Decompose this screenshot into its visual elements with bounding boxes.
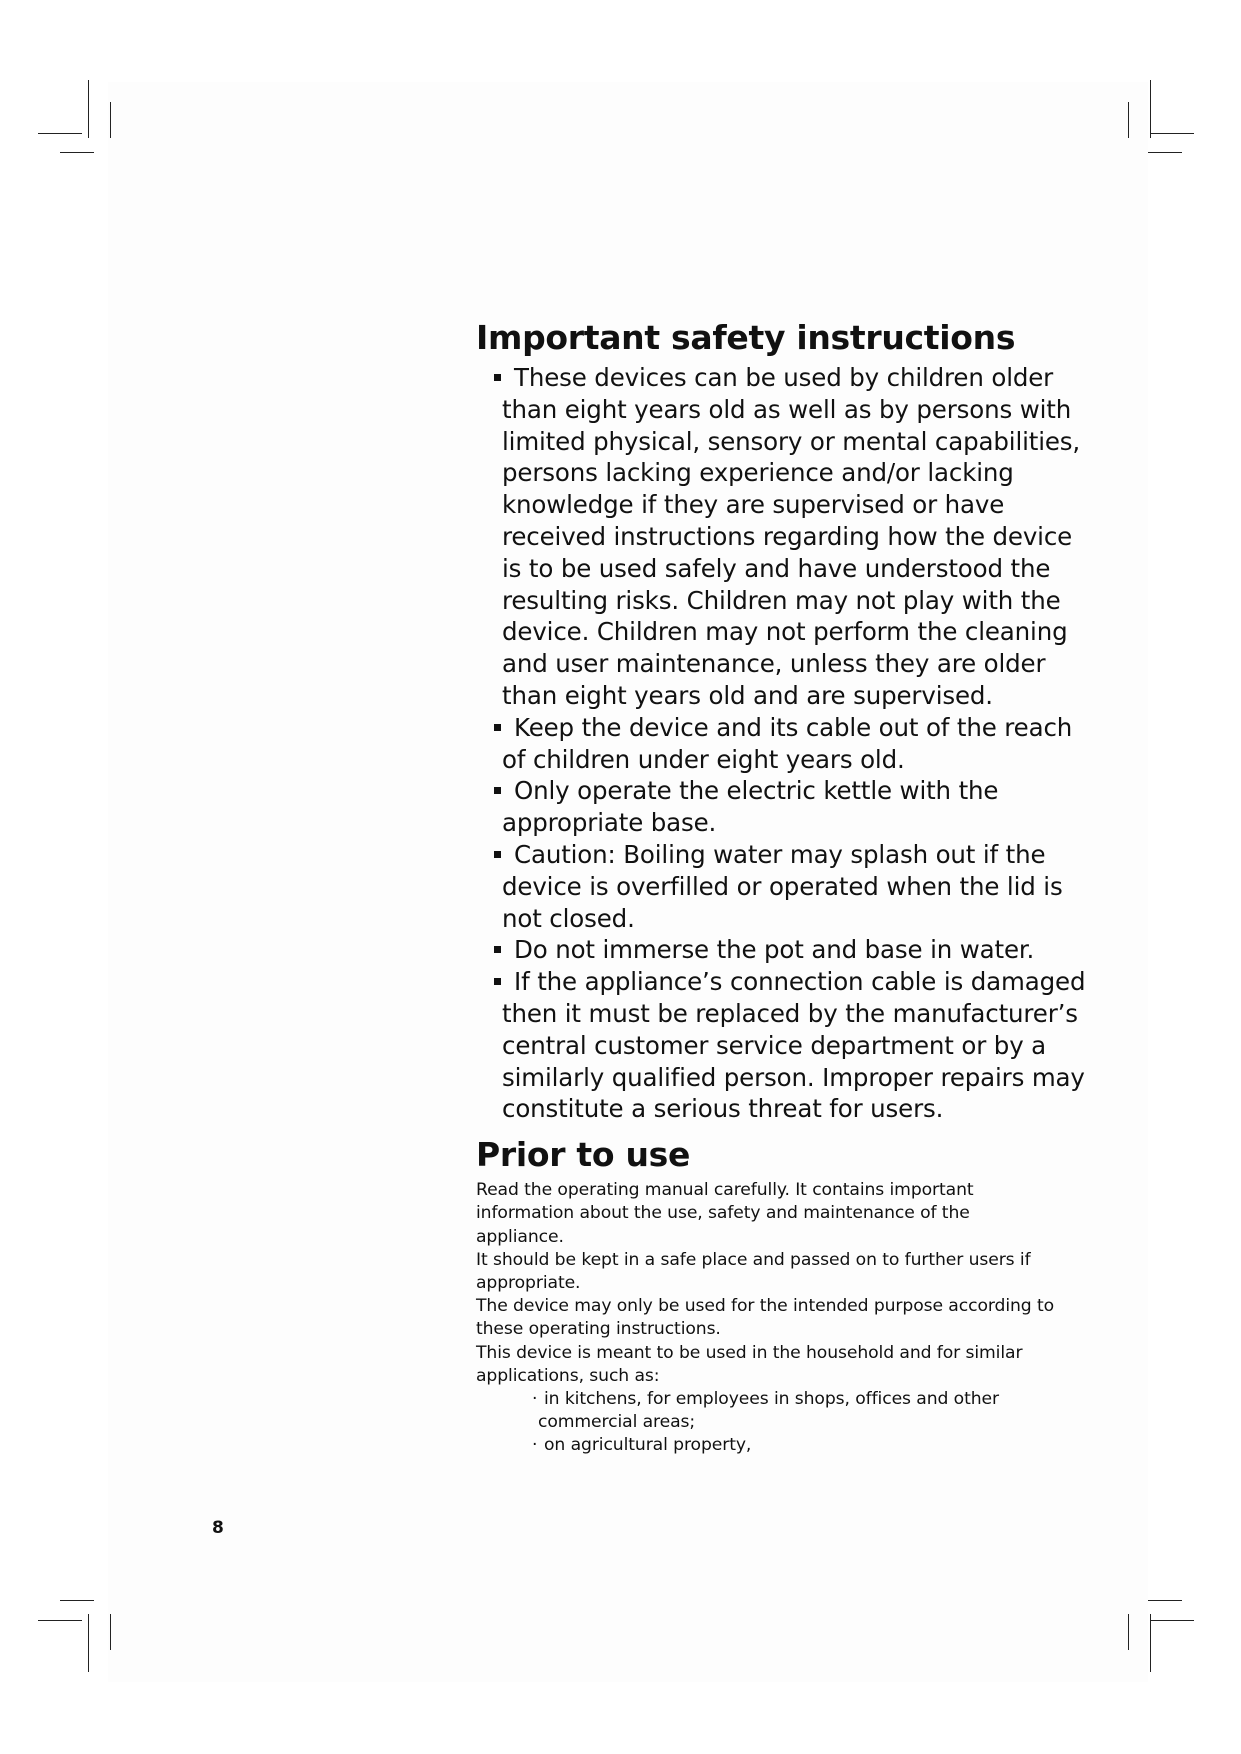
page-content: [476, 318, 1096, 1458]
safety-item: Caution: Boiling water may splash out if the device is overfilled or operated when the lid is not closed.: [502, 839, 1090, 934]
crop-mark: [1148, 1600, 1182, 1601]
page-number: 8: [212, 1518, 224, 1538]
uses-item: · in kitchens, for employees in shops, offices and other commercial areas;: [532, 1388, 999, 1433]
crop-mark: [60, 152, 94, 153]
crop-mark: [1128, 102, 1129, 138]
crop-mark: [1150, 1620, 1194, 1621]
prior-paragraph: The device may only be used for the intended purpose according to these operating instructions.: [476, 1296, 1055, 1340]
safety-item: Do not immerse the pot and base in water.: [502, 934, 1090, 966]
crop-mark: [38, 133, 82, 134]
crop-mark: [110, 1614, 111, 1650]
crop-mark: [88, 1614, 89, 1672]
safety-item: If the appliance’s connection cable is damaged then it must be replaced by the manufacturer’s central customer service department or by a similarly qualified person. Improper repairs may constitute a serious threat for users.: [502, 966, 1090, 1125]
uses-item: · on agricultural property,: [532, 1435, 752, 1456]
prior-body: [476, 1179, 1096, 1457]
safety-item: These devices can be used by children older than eight years old as well as by persons with limited physical, sensory or mental capabilities, persons lacking experience and/or lacking knowledge if they are supervised or have received instructions regarding how the device is to be used safely and have understood the resulting risks. Children may not play with the device. Children may not perform the cleaning and user maintenance, unless they are older than eight years old and are supervised.: [502, 362, 1090, 712]
crop-mark: [60, 1600, 94, 1601]
crop-mark: [88, 80, 89, 138]
safety-item: Keep the device and its cable out of the reach of children under eight years old.: [502, 712, 1090, 776]
crop-mark: [1148, 152, 1182, 153]
crop-mark: [1150, 133, 1194, 134]
safety-heading: Important safety instructions: [476, 318, 1016, 357]
safety-list: [476, 362, 1090, 1125]
crop-mark: [1150, 80, 1151, 138]
crop-mark: [1150, 1614, 1151, 1672]
uses-list: [476, 1388, 1096, 1458]
prior-paragraph: Read the operating manual carefully. It contains important information about the use, safety and maintenance of the appliance.: [476, 1180, 974, 1247]
prior-paragraph: This device is meant to be used in the household and for similar applications, such as:: [476, 1342, 1023, 1386]
crop-mark: [1128, 1614, 1129, 1650]
prior-paragraph: It should be kept in a safe place and passed on to further users if appropriate.: [476, 1249, 1031, 1293]
prior-heading: Prior to use: [476, 1135, 691, 1175]
crop-mark: [38, 1620, 82, 1621]
crop-mark: [110, 102, 111, 138]
safety-item: Only operate the electric kettle with the appropriate base.: [502, 775, 1090, 839]
